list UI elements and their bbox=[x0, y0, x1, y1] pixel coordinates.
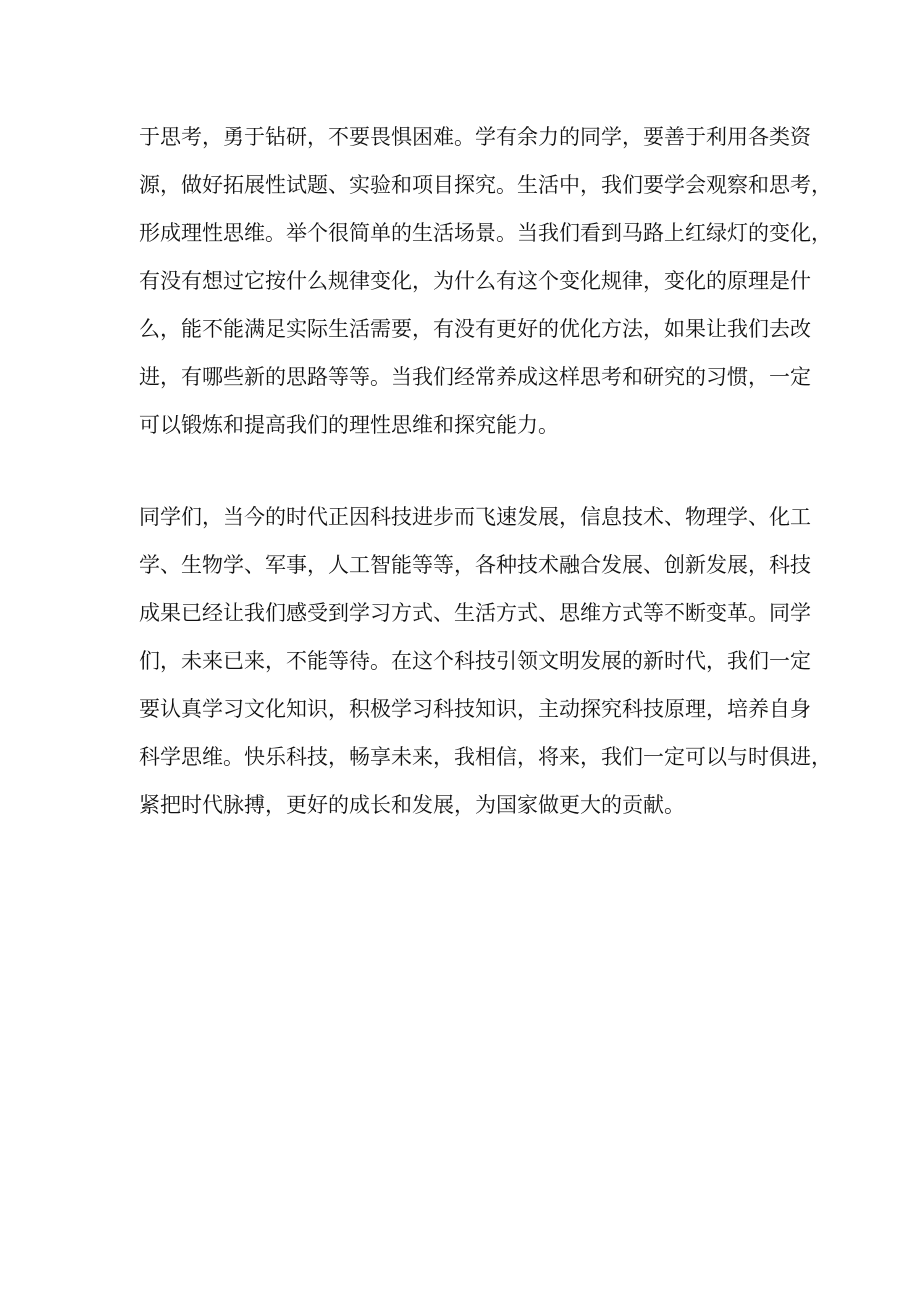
paragraph-line: 科学思维。快乐科技，畅享未来，我相信，将来，我们一定可以与时俱进， bbox=[139, 745, 832, 769]
paragraph-line: 要认真学习文化知识，积极学习科技知识，主动探究科技原理，培养自身 bbox=[139, 697, 811, 721]
paragraph-1 bbox=[139, 113, 832, 449]
paragraph-line: 可以锻炼和提高我们的理性思维和探究能力。 bbox=[139, 413, 559, 437]
paragraph-2 bbox=[139, 493, 832, 829]
paragraph-line: 么，能不能满足实际生活需要，有没有更好的优化方法，如果让我们去改 bbox=[139, 317, 811, 341]
paragraph-line: 源，做好拓展性试题、实验和项目探究。生活中，我们要学会观察和思考， bbox=[139, 173, 832, 197]
paragraph-line: 们，未来已来，不能等待。在这个科技引领文明发展的新时代，我们一定 bbox=[139, 649, 811, 673]
paragraph-line: 学、生物学、军事，人工智能等等，各种技术融合发展、创新发展，科技 bbox=[139, 553, 811, 577]
paragraph-line: 紧把时代脉搏，更好的成长和发展，为国家做更大的贡献。 bbox=[139, 793, 685, 817]
paragraph-line: 形成理性思维。举个很简单的生活场景。当我们看到马路上红绿灯的变化， bbox=[139, 221, 832, 245]
paragraph-line: 成果已经让我们感受到学习方式、生活方式、思维方式等不断变革。同学 bbox=[139, 601, 811, 625]
paragraph-line: 有没有想过它按什么规律变化，为什么有这个变化规律，变化的原理是什 bbox=[139, 269, 811, 293]
paragraph-line: 进，有哪些新的思路等等。当我们经常养成这样思考和研究的习惯，一定 bbox=[139, 365, 811, 389]
paragraph-line: 于思考，勇于钻研，不要畏惧困难。学有余力的同学，要善于利用各类资 bbox=[139, 125, 811, 149]
paragraph-line: 同学们，当今的时代正因科技进步而飞速发展，信息技术、物理学、化工 bbox=[139, 505, 811, 529]
